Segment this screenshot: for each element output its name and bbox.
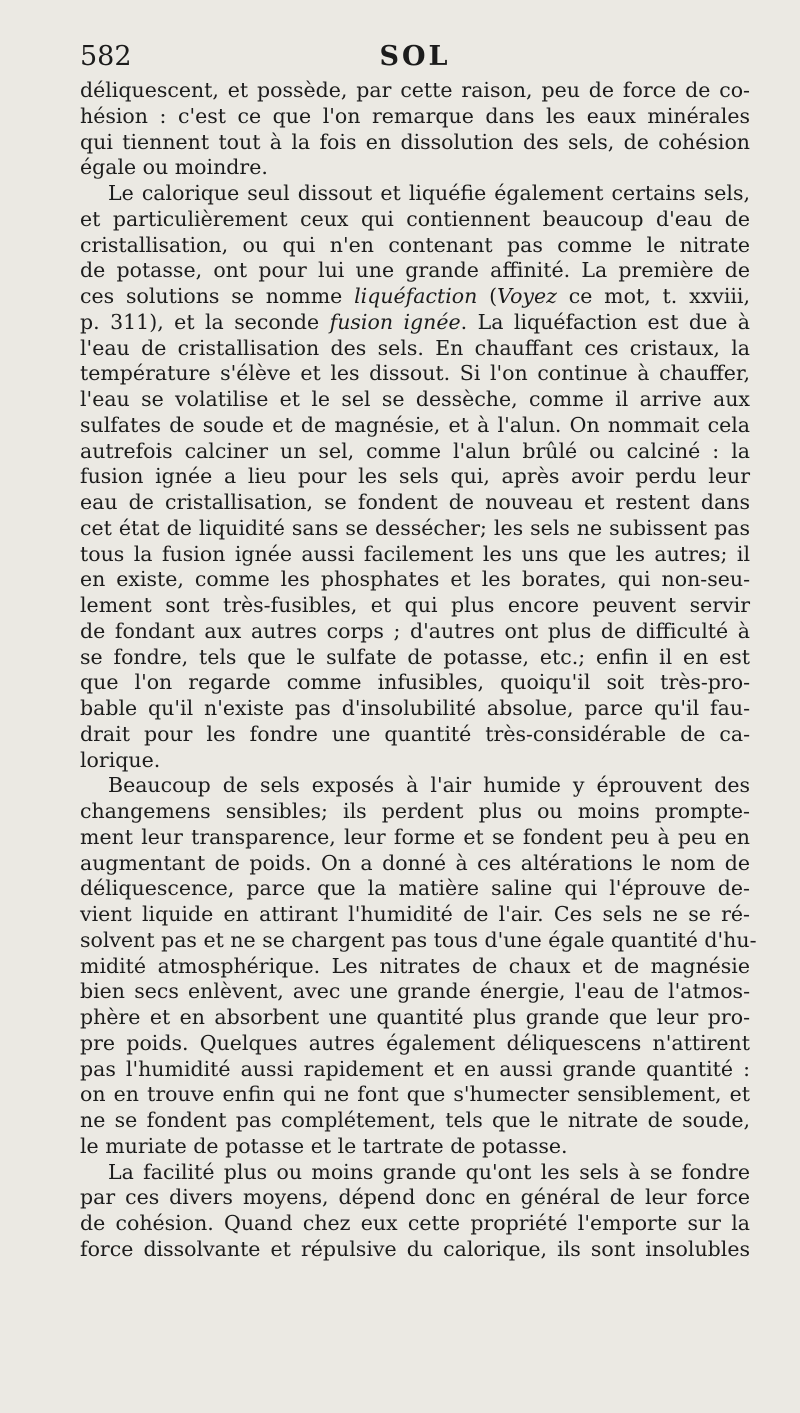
text-line: déliquescent, et possède, par cette raison, peu de force de co- [80,78,750,102]
text-line: et particulièrement ceux qui contiennent beaucoup d'eau de [80,206,750,231]
text-line: cristallisation, ou qui n'en contenant pas comme le nitrate [80,232,750,257]
running-head [80,40,750,78]
text-line: bable qu'il n'existe pas d'insolubilité absolue, parce qu'il fau- [80,696,750,720]
text-line: La facilité plus ou moins grande qu'ont les sels à se fondre [108,1159,750,1184]
text-line: midité atmosphérique. Les nitrates de chaux et de magnésie [80,953,750,978]
text-line: ces solutions se nomme liquéfaction (Voyez ce mot, t. xxviii, [80,284,751,308]
text-line: bien secs enlèvent, avec une grande énergie, l'eau de l'atmos- [80,979,750,1004]
page-heading: SOL [379,41,451,72]
text-line: que l'on regarde comme infusibles, quoiqu'il soit très-pro- [80,670,750,695]
text-line: par ces divers moyens, dépend donc en général de leur force [80,1185,750,1210]
text-line: l'eau se volatilise et le sel se dessèche, comme il arrive aux [80,387,750,411]
text-line: Beaucoup de sels exposés à l'air humide y éprouvent des [108,773,750,798]
text-line: égale ou moindre. [80,155,268,180]
paragraph-1 [80,78,750,181]
text-line: température s'élève et les dissout. Si l'on continue à chauffer, [80,361,750,386]
text-line: pas l'humidité aussi rapidement et en aussi grande quantité : [80,1056,750,1081]
paragraph-3 [80,773,757,1159]
text-line: lement sont très-fusibles, et qui plus encore peuvent servir [80,593,750,617]
text-line: de potasse, ont pour lui une grande affinité. La première de [80,258,750,283]
text-line: qui tiennent tout à la fois en dissolution des sels, de cohésion [80,129,750,154]
text-line: p. 311), et la seconde fusion ignée. La liquéfaction est due à [80,309,751,334]
text-line: phère et en absorbent une quantité plus grande que leur pro- [80,1005,750,1029]
text-line: autrefois calciner un sel, comme l'alun brûlé ou calciné : la [80,438,750,463]
text-line: drait pour les fondre une quantité très-considérable de ca- [80,721,750,746]
page-number: 582 [80,41,132,72]
text-line: ment leur transparence, leur forme et se fondent peu à peu en [80,824,750,849]
text-line: déliquescence, parce que la matière saline qui l'éprouve de- [80,876,750,901]
text-line: fusion ignée a lieu pour les sels qui, après avoir perdu leur [80,464,750,489]
text-line: changemens sensibles; ils perdent plus ou moins prompte- [80,799,750,823]
text-line: Le calorique seul dissout et liquéfie également certains sels, [108,181,750,205]
text-line: cet état de liquidité sans se dessécher; les sels ne subissent pas [80,515,750,540]
text-line: en existe, comme les phosphates et les borates, qui non-seu- [80,567,750,592]
text-line: le muriate de potasse et le tartrate de potasse. [80,1133,568,1158]
text-line: hésion : c'est ce que l'on remarque dans les eaux minérales [80,103,750,128]
text-line: on en trouve enfin qui ne font que s'humecter sensiblement, et [80,1082,750,1107]
text-line: augmentant de poids. On a donné à ces altérations le nom de [80,850,750,875]
text-line: de fondant aux autres corps ; d'autres ont plus de difficulté à [80,618,750,643]
paragraph-2 [80,181,750,773]
text-line: sulfates de soude et de magnésie, et à l'alun. On nommait cela [80,412,750,437]
text-line: l'eau de cristallisation des sels. En chauffant ces cristaux, la [80,335,750,360]
text-line: lorique. [80,747,161,772]
text-line: ne se fondent pas complétement, tels que le nitrate de soude, [80,1108,750,1132]
text-line: de cohésion. Quand chez eux cette propriété l'emporte sur la [80,1211,750,1235]
text-line: force dissolvante et répulsive du calorique, ils sont insolubles [80,1236,750,1261]
paragraph-4 [80,1160,750,1263]
text-line: tous la fusion ignée aussi facilement les uns que les autres; il [80,541,750,566]
body-text [80,78,757,1263]
text-line: solvent pas et ne se chargent pas tous d'une égale quantité d'hu- [80,927,757,952]
text-line: vient liquide en attirant l'humidité de l'air. Ces sels ne se ré- [80,902,750,926]
text-line: eau de cristallisation, se fondent de nouveau et restent dans [80,490,750,514]
text-line: pre poids. Quelques autres également déliquescens n'attirent [80,1030,750,1055]
text-line: se fondre, tels que le sulfate de potasse, etc.; enfin il en est [80,644,750,669]
